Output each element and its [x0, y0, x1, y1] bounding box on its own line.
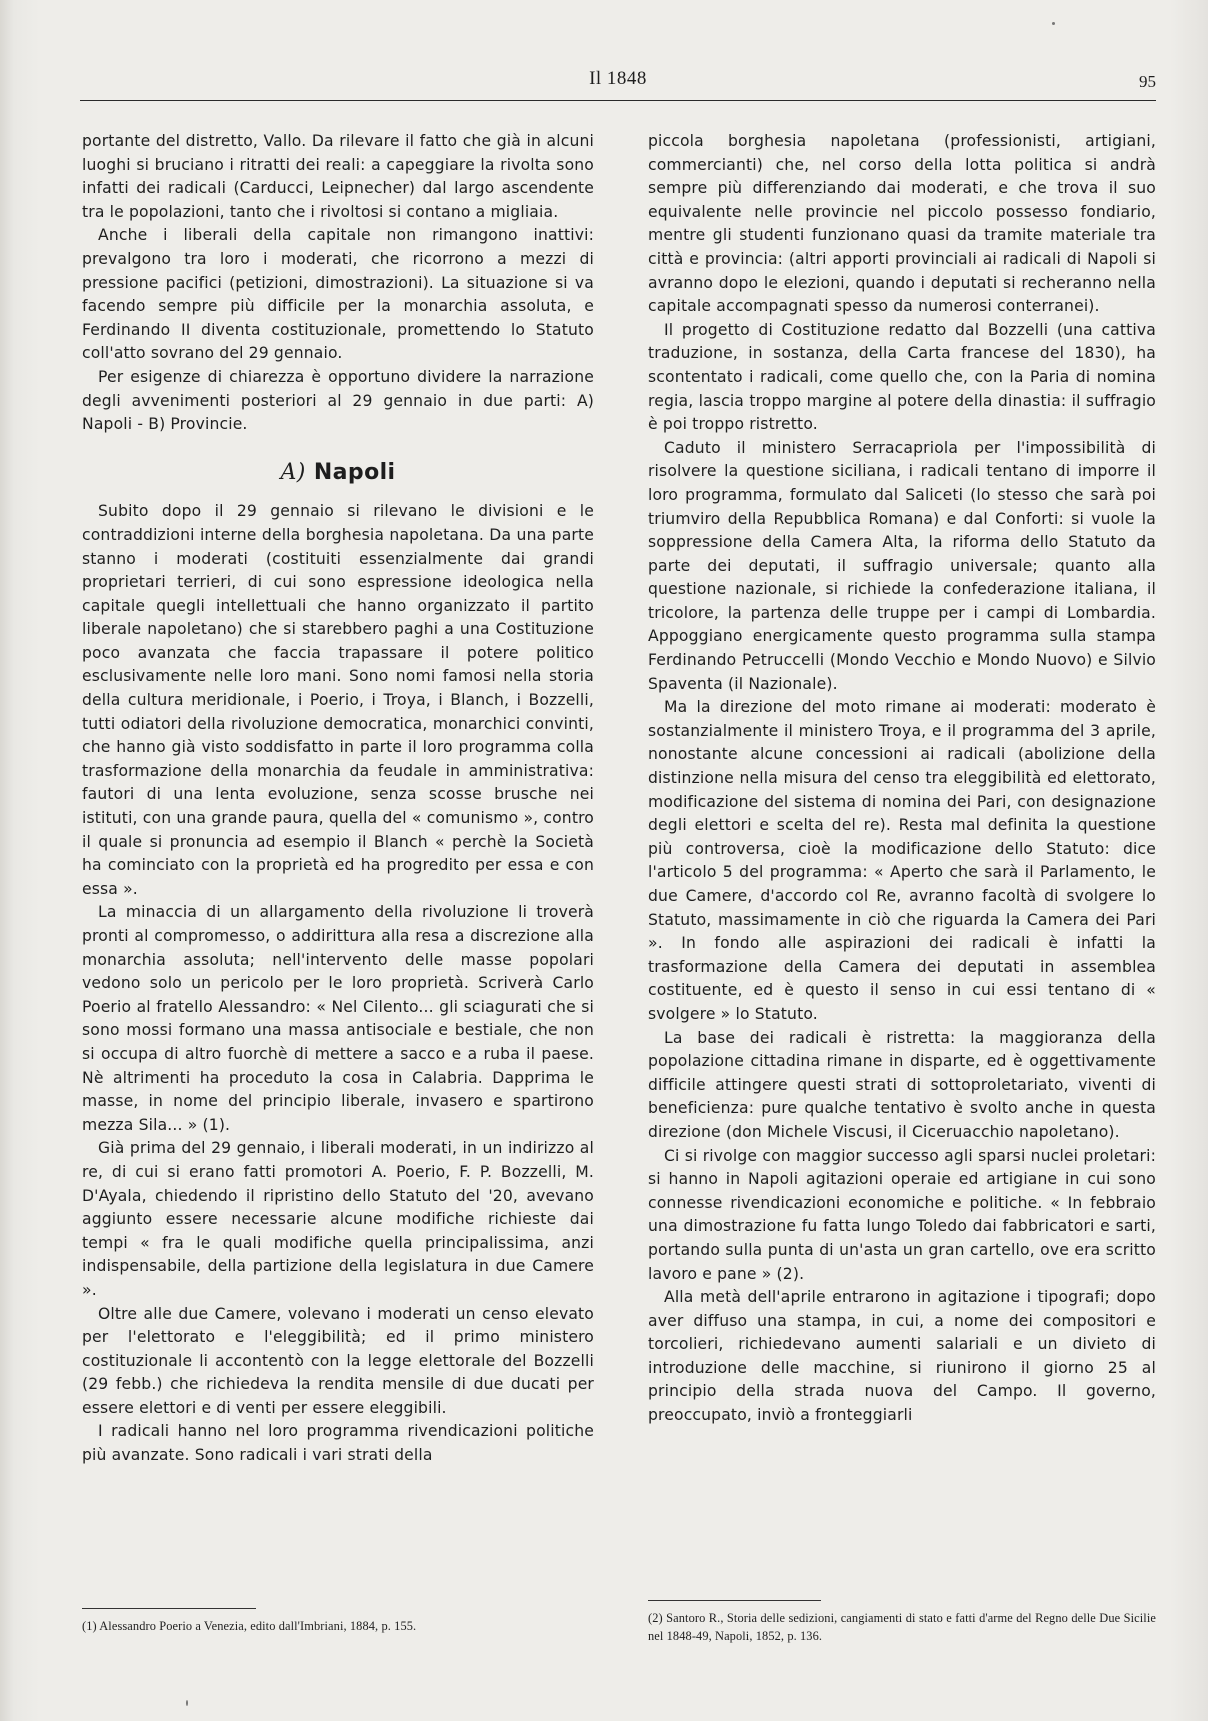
paragraph: I radicali hanno nel loro programma rivendicazioni politiche più avanzate. Sono radicali i vari strati della	[82, 1422, 594, 1465]
paragraph: La minaccia di un allargamento della rivoluzione li troverà pronti al compromesso, o addirittura alla resa a discrezione alla monarchia assoluta; nell'intervento delle masse popolari vedono solo un pericolo per le loro proprietà. Scriverà Carlo Poerio al fratello Alessandro: « Nel Cilento... gli sciagurati che si sono mossi formano una massa antisociale e bestiale, che non si occupa di altro fuorchè di mettere a sacco e a ruba il paese. Nè altrimenti ha proceduto la cosa in Calabria. Dapprima le masse, in nome del principio liberale, invasero e spartirono mezza Sila... » (1).	[82, 903, 594, 1134]
paper-speck	[1052, 22, 1055, 25]
running-title: Il 1848	[589, 68, 647, 89]
paragraph: La base dei radicali è ristretta: la maggioranza della popolazione cittadina rimane in disparte, ed è oggettivamente difficile attingere questi strati di sottoproletariato, viventi di beneficienza: pure qualche tentativo è svolto anche in questa direzione (don Michele Viscusi, il Ciceruacchio napoletano).	[648, 1028, 1156, 1141]
paragraph: Anche i liberali della capitale non rimangono inattivi: prevalgono tra loro i moderati, che ricorrono a mezzi di pressione pacifici (petizioni, dimostrazioni). La situazione si va facendo sempre più difficile per la monarchia assoluta, e Ferdinando II diventa costituzionale, promettendo lo Statuto coll'atto sovrano del 29 gennaio.	[82, 226, 594, 363]
paragraph: Subito dopo il 29 gennaio si rilevano le divisioni e le contraddizioni interne della borghesia napoletana. Da una parte stanno i moderati (costituiti essenzialmente dai grandi proprietari terrieri, di cui sono espressione ideologica nella capitale quegli intellettuali che hanno organizzato il partito liberale napoletano) che si starebbero paghi a una Costituzione poco avanzata che faccia trapassare il potere politico esclusivamente nelle loro mani. Sono nomi famosi nella storia della cultura meridionale, i Poerio, i Troya, i Blanch, i Bozzelli, tutti odiatori della rivoluzione democratica, monarchici convinti, che hanno già visto soddisfatto in parte il loro programma colla trasformazione della monarchia da feudale in amministrativa: fautori di una lenta evoluzione, senza scosse brusche nei istituti, con una grande paura, quella del « comunismo », contro il quale si pronuncia ad esempio il Blanch « perchè la Società ha cominciato con la proprietà ed ha progredito per essa e con essa ».	[82, 502, 594, 898]
paragraph: portante del distretto, Vallo. Da rilevare il fatto che già in alcuni luoghi si bruciano i ritratti dei reali: a capeggiare la rivolta sono infatti dei radicali (Carducci, Leipnecher) dal largo ascendente tra le popolazioni, tanto che i rivoltosi si contano a migliaia.	[82, 132, 594, 221]
page-header	[80, 68, 1156, 104]
paragraph: Ma la direzione del moto rimane ai moderati: moderato è sostanzialmente il ministero Troya, e il programma del 3 aprile, nonostante alcune concessioni ai radicali (abolizione della distinzione nella misura del censo tra eleggibilità ed elettorato, modificazione del sistema di nomina dei Pari, con designazione degli elettori e scelta del re). Resta mal definita la questione più controversa, cioè la modificazione dello Statuto: dice l'articolo 5 del programma: « Aperto che sarà il Parlamento, le due Camere, d'accordo col Re, avranno facoltà di svolgere lo Statuto, massimamente in ciò che riguarda la Camera dei Pari ». In fondo alle aspirazioni dei radicali è infatti la trasformazione della Camera dei deputati in assemblea costituente, ed è questo il senso in cui essi tentano di « svolgere » lo Statuto.	[648, 698, 1156, 1023]
section-heading	[82, 461, 594, 485]
header-rule	[80, 100, 1156, 101]
footnote-2: (2) Santoro R., Storia delle sedizioni, cangiamenti di stato e fatti d'arme del Regno delle Due Sicilie nel 1848-49, Napoli, 1852, p. 136.	[648, 1611, 1156, 1643]
paragraph: Ci si rivolge con maggior successo agli sparsi nuclei proletari: si hanno in Napoli agitazioni operaie ed artigiane in cui sono connesse rivendicazioni economiche e politiche. « In febbraio una dimostrazione fu fatta lungo Toledo dai fabbricatori e sarti, portando sulla punta di un'asta un gran cartello, ove era scritto lavoro e pane » (2).	[648, 1146, 1156, 1283]
paragraph: Caduto il ministero Serracapriola per l'impossibilità di risolvere la questione siciliana, i radicali tentano di imporre il loro programma, formulato dal Saliceti (lo stesso che sarà poi triumviro della Repubblica Romana) e dal Conforti: si vuole la soppressione della Camera Alta, la riforma dello Statuto da parte dei deputati, il suffragio universale; quanto alla questione nazionale, si richiede la confederazione italiana, il tricolore, la partenza delle truppe per i campi di Lombardia. Appoggiano energicamente questo programma sulla stampa Ferdinando Petruccelli (Mondo Vecchio e Mondo Nuovo) e Silvio Spaventa (il Nazionale).	[648, 438, 1156, 693]
page-number: 95	[1139, 72, 1156, 91]
footnote-rule	[82, 1608, 256, 1609]
footnote-area-left	[82, 1592, 594, 1635]
paragraph: Per esigenze di chiarezza è opportuno dividere la narrazione degli avvenimenti posteriori al 29 gennaio in due parti: A) Napoli - B) Provincie.	[82, 367, 594, 434]
footnote-rule	[648, 1600, 821, 1601]
paragraph: Oltre alle due Camere, volevano i moderati un censo elevato per l'elettorato e l'eleggibilità; ed il primo ministero costituzionale li accontentò con la legge elettorale del Bozzelli (29 febb.) che richiedeva la rendita mensile di due ducati per essere elettori e di venti per essere eleggibili.	[82, 1304, 594, 1417]
left-column	[82, 130, 594, 1468]
footnote-1: (1) Alessandro Poerio a Venezia, edito dall'Imbriani, 1884, p. 155.	[82, 1619, 417, 1633]
paragraph: Alla metà dell'aprile entrarono in agitazione i tipografi; dopo aver diffuso una stampa, in cui, a nome dei compositori e torcolieri, richiedevano aumenti salariali e un divieto di introduzione delle macchine, si riunirono il giorno 25 al principio della strada nuova del Campo. Il governo, preoccupato, inviò a fronteggiarli	[648, 1288, 1156, 1425]
paragraph: Già prima del 29 gennaio, i liberali moderati, in un indirizzo al re, di cui si erano fatti promotori A. Poerio, F. P. Bozzelli, M. D'Ayala, chiedendo il ripristino dello Statuto del '20, avevano aggiunto essere necessarie alcune modifiche richieste dai tempi « fra le quali modifiche quella principalissima, anzi indispensabile, della partizione della legislatura in due Camere ».	[82, 1139, 594, 1299]
right-column	[648, 130, 1156, 1428]
section-heading-text: Napoli	[313, 459, 396, 485]
paragraph: piccola borghesia napoletana (professionisti, artigiani, commercianti) che, nel corso della lotta politica si andrà sempre più differenziando dai moderati, e che trova il suo equivalente nelle provincie nel piccolo possesso fondiario, mentre gli studenti funzionano quasi da tramite materiale tra città e provincia: (altri apporti provinciali ai radicali di Napoli si avranno dopo le elezioni, quando i deputati si recheranno nella capitale accompagnati spesso da numerosi conterranei).	[648, 132, 1156, 316]
paragraph: Il progetto di Costituzione redatto dal Bozzelli (una cattiva traduzione, in sostanza, della Carta francese del 1830), ha scontentato i radicali, come quello che, con la Paria di nomina regia, lascia troppo margine al potere della dinastia: il suffragio è poi troppo ristretto.	[648, 320, 1156, 434]
footnote-area-right	[648, 1584, 1156, 1645]
section-heading-letter: A)	[280, 459, 306, 485]
paper-speck	[186, 1700, 188, 1706]
